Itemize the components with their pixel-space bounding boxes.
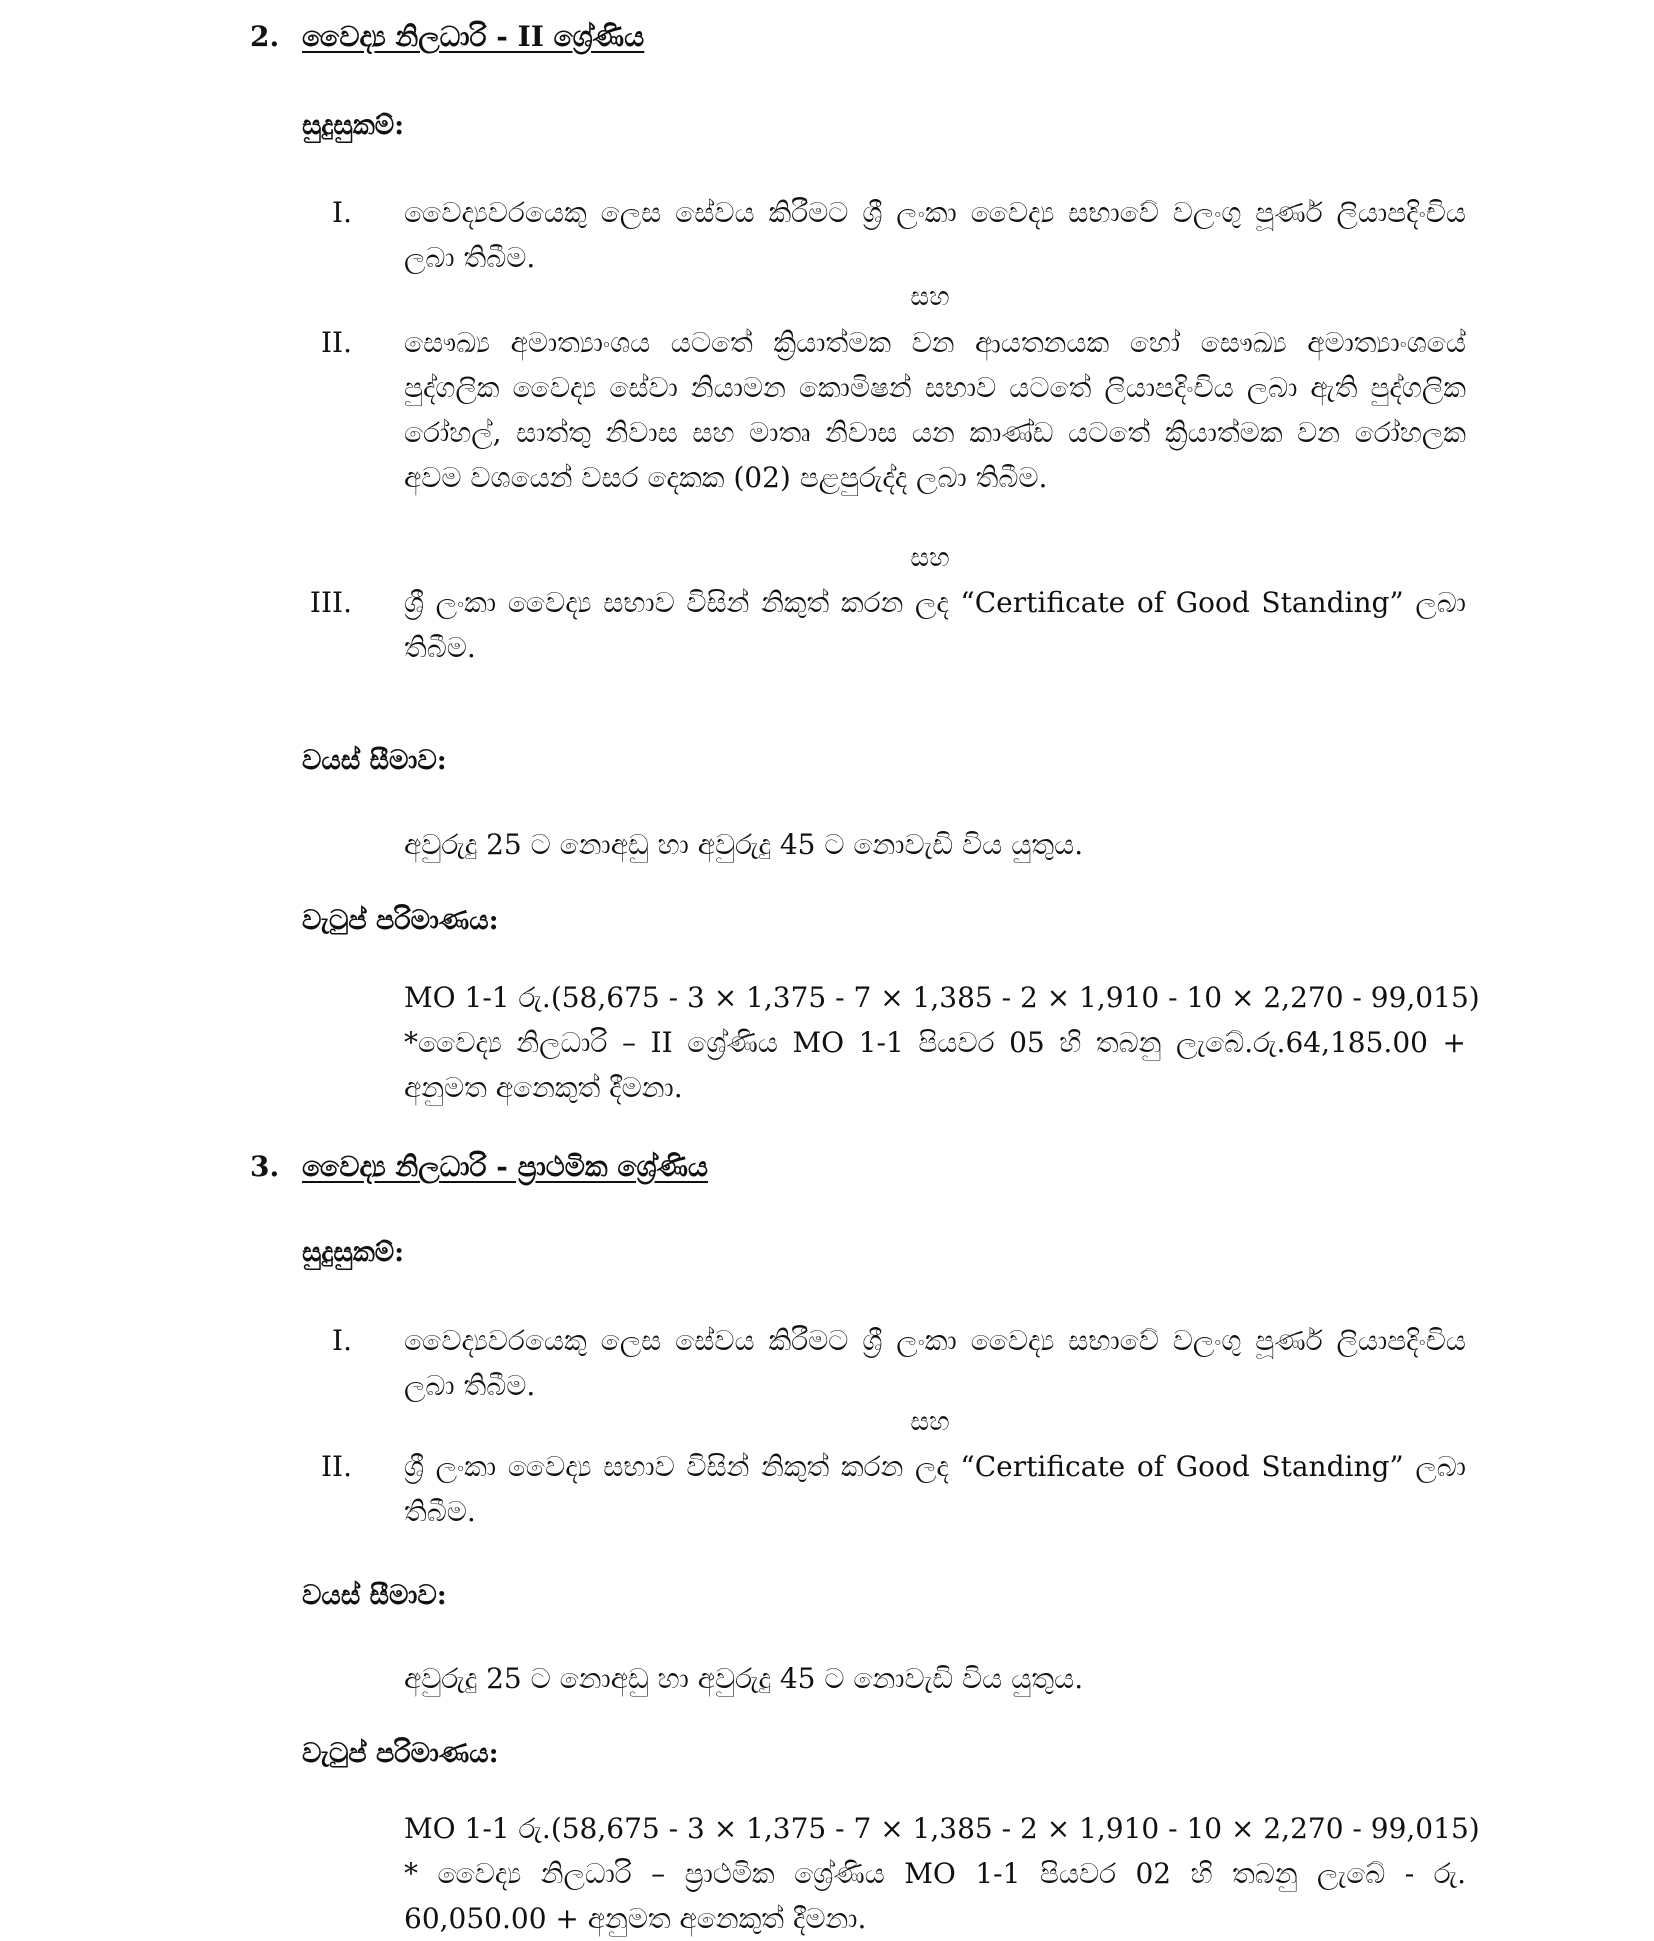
section-2-number: 2. bbox=[250, 20, 280, 53]
section-2-title: වෛද්‍ය නිලධාරි - II ශ්‍රේණිය bbox=[302, 20, 645, 53]
section-3-qualification-2-text: ශ්‍රී ලංකා වෛද්‍ය සභාව විසින් නිකුත් කරන ලද “Certificate of Good Standing” ලබා තිබීම. bbox=[404, 1450, 1466, 1528]
section-3-salary-block bbox=[404, 1806, 1480, 1941]
section-3-qualification-1-text: වෛද්‍යවරයෙකු ලෙස සේවය කිරීමට ශ්‍රී ලංකා වෛද්‍ය සභාවේ වලංගු පූර්ණ ලියාපදිංචිය ලබා තිබීම. bbox=[404, 1324, 1466, 1402]
section-2-qualification-2-text: සෞඛ්‍ය අමාත්‍යාංශය යටතේ ක්‍රියාත්මක වන ආයතනයක හෝ සෞඛ්‍ය අමාත්‍යාංශයේ පුද්ගලික වෛද්‍ය සේවා නියාමන කොමිෂන් සභාව යටතේ ලියාපදිංචිය ලබා ඇති පුද්ගලික රෝහල්, සාත්තු නිවාස සහ මාතෘ නිවාස යන කාණ්ඩ යටතේ ක්‍රියාත්මක වන රෝහලක අවම වශයෙන් වසර දෙකක (02) පළපුරුද්ද ලබා තිබීම. bbox=[404, 326, 1466, 494]
section-3-qualification-1-numeral: I. bbox=[332, 1324, 352, 1357]
section-2-salary-heading: වැටුප් පරිමාණය: bbox=[302, 905, 499, 936]
section-3-salary-scale: MO 1-1 රු.(58,675 - 3 × 1,375 - 7 × 1,385 - 2 × 1,910 - 10 × 2,270 - 99,015) bbox=[404, 1812, 1480, 1845]
section-2-qualification-1-text: වෛද්‍යවරයෙකු ලෙස සේවය කිරීමට ශ්‍රී ලංකා වෛද්‍ය සභාවේ වලංගු පූර්ණ ලියාපදිංචිය ලබා තිබීම. bbox=[404, 196, 1466, 274]
section-2-age-heading: වයස් සීමාව: bbox=[302, 745, 447, 776]
section-3-number: 3. bbox=[250, 1150, 280, 1183]
section-2-conjunction-1: සහ bbox=[910, 282, 950, 312]
section-2-salary-block bbox=[404, 975, 1480, 1110]
section-2-qualification-1-numeral: I. bbox=[332, 196, 352, 229]
section-2-qualifications-heading: සුදුසුකම්: bbox=[302, 110, 405, 141]
section-3-qualification-2-numeral: II. bbox=[320, 1450, 352, 1483]
section-3-title: වෛද්‍ය නිලධාරි - ප්‍රාථමික ශ්‍රේණිය bbox=[302, 1150, 709, 1183]
section-2-heading bbox=[250, 20, 644, 54]
section-3-age-value: අවුරුදු 25 ට නොඅඩු හා අවුරුදු 45 ට නොවැඩි විය යුතුය. bbox=[404, 1662, 1084, 1695]
section-3-age-text bbox=[404, 1656, 1466, 1701]
section-2-conjunction-2: සහ bbox=[910, 543, 950, 573]
section-3-age-heading: වයස් සීමාව: bbox=[302, 1580, 447, 1611]
section-2-qualification-3-text: ශ්‍රී ලංකා වෛද්‍ය සභාව විසින් නිකුත් කරන ලද “Certificate of Good Standing” ලබා තිබීම. bbox=[404, 586, 1466, 664]
section-3-salary-note: * වෛද්‍ය නිලධාරි – ප්‍රාථමික ශ්‍රේණිය MO 1-1 පියවර 02 හි තබනු ලැබේ - රු. 60,050.00 + අනුමත අනෙකුත් දීමනා. bbox=[404, 1857, 1466, 1935]
section-2-qualification-2-numeral: II. bbox=[320, 326, 352, 359]
section-3-heading bbox=[250, 1150, 708, 1184]
section-2-age-text bbox=[404, 822, 1466, 867]
section-2-salary-note: *වෛද්‍ය නිලධාරි – II ශ්‍රේණිය MO 1-1 පියවර 05 හි තබනු ලැබේ.රු.64,185.00 + අනුමත අනෙකුත් දීමනා. bbox=[404, 1026, 1466, 1104]
section-3-salary-heading: වැටුප් පරිමාණය: bbox=[302, 1738, 499, 1769]
section-2-qualification-3-numeral: III. bbox=[309, 586, 352, 619]
section-2-salary-scale: MO 1-1 රු.(58,675 - 3 × 1,375 - 7 × 1,385 - 2 × 1,910 - 10 × 2,270 - 99,015) bbox=[404, 981, 1480, 1014]
section-3-conjunction-1: සහ bbox=[910, 1407, 950, 1437]
section-3-qualifications-heading: සුදුසුකම්: bbox=[302, 1237, 405, 1268]
section-2-age-value: අවුරුදු 25 ට නොඅඩු හා අවුරුදු 45 ට නොවැඩි විය යුතුය. bbox=[404, 828, 1084, 861]
